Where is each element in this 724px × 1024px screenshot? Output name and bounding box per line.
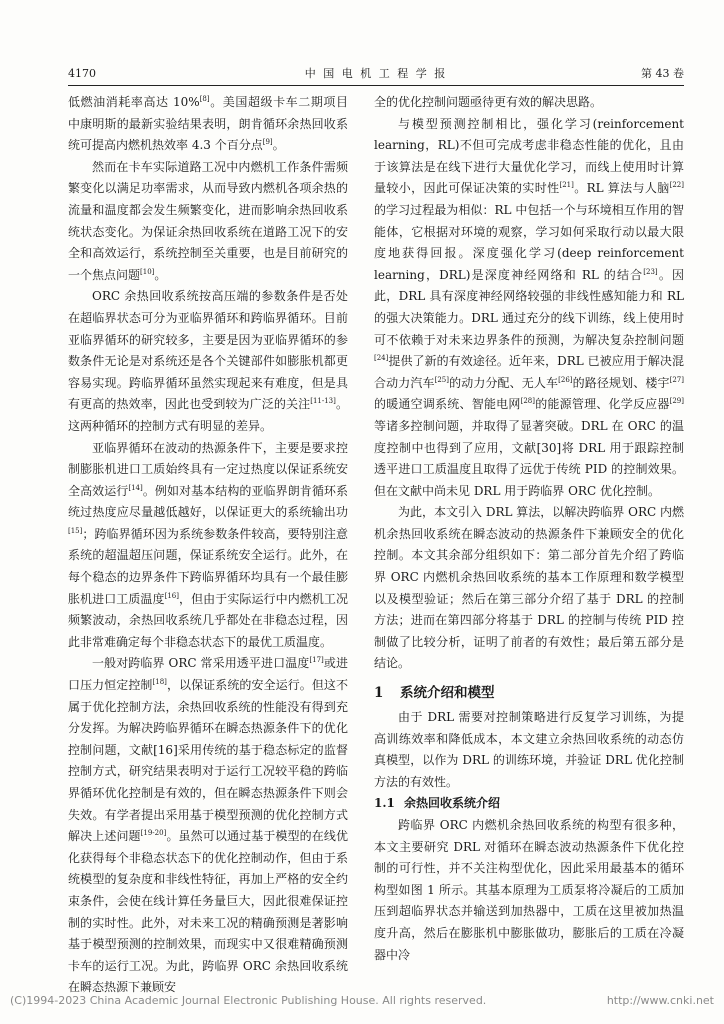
citation[interactable]: [8] — [199, 95, 210, 103]
citation[interactable]: [29] — [669, 397, 684, 406]
footer-link[interactable]: http://www.cnki.net — [606, 994, 714, 1007]
subsection-title: 余热回收系统介绍 — [404, 796, 501, 811]
paragraph: 与模型预测控制相比，强化学习(reinforcement learning，RL)不但可完成考虑非稳态性能的优化，且由于该算法是在线下进行大量优化学习，而线上使用时计算量较小，因此可保证决策的实时性[21]。RL 算法与人脑[22]的学习过程最为相似：RL 中包括一个与环境相互作用的智能体，它根据对环境的观察，学习如何采取行动以最大限度地获得回报。深度强化学习(deep reinforcement learning，DRL)是深度神经网络和 RL 的结合[23]。因此，DRL 具有深度神经网络较强的非线性感知能力和 RL 的强大决策能力。DRL 通过充分的线下训练，线上使用时可不依赖于对未来边界条件的预测，为解决复杂控制问题[24]提供了新的有效途径。近年来，DRL 已被应用于解决混合动力汽车[25]的动力分配、无人车[26]的路径规划、楼宇[27]的暖通空调系统、智能电网[28]的能源管理、化学反应器[29]等诸多控制问题，并取得了显著突破。DRL 在 ORC 的温度控制中也得到了应用，文献[30]将 DRL 用于跟踪控制透平进口工质温度且取得了远优于传统 PID 的控制效果。但在文献中尚未见 DRL 用于跨临界 ORC 优化控制。 — [374, 116, 684, 498]
citation[interactable]: [19-20] — [140, 829, 167, 838]
paragraph: 跨临界 ORC 内燃机余热回收系统的构型有很多种，本文主要研究 DRL 对循环在瞬态波动热源条件下优化控制的可行性，并不关注构型优化，因此采用最基本的循环构型如图 1 所示。其基本原理为工质泵将冷凝后的工质加压到超临界状态并输送到加热器中，工质在这里被加热温度升高，然后在膨胀机中膨胀做功，膨胀后的工质在冷凝器中冷 — [374, 818, 684, 962]
citation[interactable]: [16] — [164, 591, 179, 600]
volume-label: 第 43 卷 — [641, 67, 684, 80]
citation[interactable]: [25] — [434, 375, 449, 384]
paragraph: 由于 DRL 需要对控制策略进行反复学习训练，为提高训练效率和降低成本，本文建立余热回收系统的动态仿真模型，以作为 DRL 的训练环境，并验证 DRL 优化控制方法的有效性。 — [374, 710, 684, 789]
citation[interactable]: [22] — [669, 181, 684, 190]
citation[interactable]: [14] — [128, 483, 143, 492]
citation[interactable]: [26] — [558, 375, 573, 384]
paragraph: 然而在卡车实际道路工况中内燃机工作条件需频繁变化以满足功率需求，从而导致内燃机各项余热的流量和温度都会发生频繁变化，进而影响余热回收系统状态变化。为保证余热回收系统在道路工况下的安全和高效运行，系统控制至关重要，也是目前研究的一个焦点问题[10]。 — [68, 159, 348, 282]
paragraph: 亚临界循环在波动的热源条件下，主要是要求控制膨胀机进口工质始终具有一定过热度以保证系统安全高效运行[14]。例如对基本结构的亚临界朗肯循环系统过热度应尽量越低越好，以保证更大的系统输出功[15]；跨临界循环因为系统参数条件较高，要特别注意系统的超温超压问题，保证系统安全运行。此外，在每个稳态的边界条件下跨临界循环均具有一个最佳膨胀机进口工质温度[16]，但由于实际运行中内燃机工况频繁波动，余热回收系统几乎都处在非稳态过程，因此非常难确定每个非稳态状态下的最优工质温度。 — [68, 440, 348, 649]
right-column — [374, 92, 684, 966]
subsection-heading — [374, 793, 684, 815]
citation[interactable]: [18] — [152, 678, 167, 687]
section-heading — [374, 681, 684, 705]
section-title: 系统介绍和模型 — [400, 685, 495, 702]
citation[interactable]: [11-13] — [310, 397, 336, 406]
paragraph: 一般对跨临界 ORC 常采用透平进口温度[17]或进口压力恒定控制[18]，以保证系统的安全运行。但这不属于优化控制方法，余热回收系统的性能没有得到充分发挥。为解决跨临界循环在瞬态热源条件下的优化控制问题，文献[16]采用传统的基于稳态标定的监督控制方式，研究结果表明对于运行工况较平稳的跨临界循环优化控制是有效的，但在瞬态热源条件下则会失效。有学者提出采用基于模型预测的优化控制方式解决上述问题[19-20]。虽然可以通过基于模型的在线优化获得每个非稳态状态下的优化控制动作，但由于系统模型的复杂度和非线性特征，再加上严格的安全约束条件，会使在线计算任务量巨大，因此很难保证控制的实时性。此外，对未来工况的精确预测是著影响基于模型预测的控制效果，而现实中又很难精确预测卡车的运行工况。为此，跨临界 ORC 余热回收系统在瞬态热源下兼顾安 — [68, 656, 348, 995]
subsection-number: 1.1 — [374, 796, 395, 811]
citation[interactable]: [28] — [520, 397, 535, 406]
citation[interactable]: [15] — [68, 526, 83, 535]
left-column — [68, 92, 348, 999]
paragraph: ORC 余热回收系统按高压端的参数条件是否处在超临界状态可分为亚临界循环和跨临界循环。目前亚临界循环的研究较多，主要是因为亚临界循环的参数条件无论是对系统还是各个关键部件如膨胀机都更容易实现。跨临界循环虽然实现起来有难度，但是具有更高的热效率，因此也受到较为广泛的关注[11-13]。这两种循环的控制方式有明显的差异。 — [68, 289, 348, 433]
page-number: 4170 — [68, 67, 96, 80]
paragraph: 全的优化控制问题亟待更有效的解决思路。 — [374, 95, 603, 109]
header-rule — [68, 85, 684, 86]
journal-title: 中 国 电 机 工 程 学 报 — [304, 67, 448, 80]
citation[interactable]: [9] — [262, 138, 273, 147]
citation[interactable]: [24] — [374, 354, 389, 363]
citation[interactable]: [10] — [140, 267, 155, 276]
citation[interactable]: [17] — [309, 656, 324, 665]
copyright-notice: (C)1994-2023 China Academic Journal Electronic Publishing House. All rights reserved. — [10, 994, 487, 1007]
paragraph: 低燃油消耗率高达 10%[8]。美国超级卡车二期项目中康明斯的最新实验结果表明，朗肯循环余热回收系统可提高内燃机热效率 4.3 个百分点[9]。 — [68, 95, 348, 153]
page-header — [68, 66, 684, 82]
paragraph: 为此，本文引入 DRL 算法，以解决跨临界 ORC 内燃机余热回收系统在瞬态波动的热源条件下兼顾安全的优化控制。本文其余部分组织如下：第二部分首先介绍了跨临界 ORC 内燃机余热回收系统的基本工作原理和数学模型以及模型验证；然后在第三部分介绍了基于 DRL 的控制方法；进而在第四部分将基于 DRL 的控制与传统 PID 控制做了比较分析，证明了前者的有效性；最后第五部分是结论。 — [374, 505, 684, 671]
citation[interactable]: [21] — [559, 181, 574, 190]
citation[interactable]: [27] — [669, 375, 684, 384]
citation[interactable]: [23] — [643, 267, 658, 276]
section-number: 1 — [374, 685, 384, 702]
